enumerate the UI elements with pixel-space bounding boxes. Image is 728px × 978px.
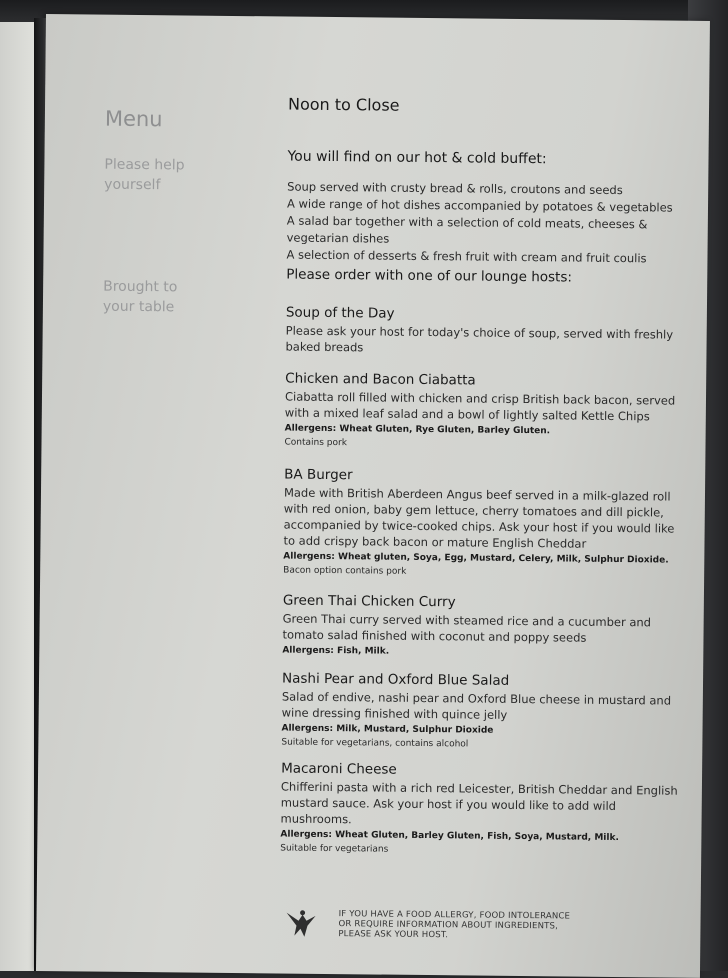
dish-description: Chifferini pasta with a rich red Leicester, British Cheddar and English mustard sauce. Ask your host if you would like to add wild mushrooms.: [280, 779, 678, 827]
dish-note: Suitable for vegetarians, contains alcohol: [281, 737, 469, 750]
buffet-item: A wide range of hot dishes accompanied by potatoes & vegetables: [286, 196, 673, 215]
dish-burger: [283, 467, 684, 582]
dish-description: Ciabatta roll filled with chicken and crisp British back bacon, served with a mixed leaf salad and a bowl of lightly salted Kettle Chips: [284, 389, 676, 424]
buffet-item: Soup served with crusty bread & rolls, croutons and seeds: [287, 179, 623, 198]
buffet-list: [286, 179, 687, 268]
dish-note: Suitable for vegetarians: [280, 843, 389, 855]
dish-name: Chicken and Bacon Ciabatta: [285, 370, 476, 389]
dish-pear-salad: [281, 671, 682, 754]
dish-soup: [285, 305, 686, 359]
brought-to-table-label: Brought to your table: [102, 278, 178, 316]
dish-description: Green Thai curry served with steamed rice and a cucumber and tomato salad finished with coconut and poppy seeds: [282, 611, 652, 645]
dish-thai-curry: [282, 593, 683, 662]
dish-name: Soup of the Day: [285, 304, 395, 322]
dish-allergens: Allergens: Wheat Gluten, Rye Gluten, Barley Gluten.: [284, 423, 551, 437]
dish-allergens: Allergens: Wheat gluten, Soya, Egg, Mustard, Celery, Milk, Sulphur Dioxide.: [283, 551, 669, 566]
previous-page-edge: [0, 22, 38, 971]
dish-description: Salad of endive, nashi pear and Oxford Blue cheese in mustard and wine dressing finished with quince jelly: [281, 689, 672, 722]
dish-name: BA Burger: [284, 466, 353, 484]
buffet-item: A selection of desserts & fresh fruit with cream and fruit coulis: [286, 247, 647, 266]
dish-name: Nashi Pear and Oxford Blue Salad: [281, 670, 510, 689]
dish-allergens: Allergens: Milk, Mustard, Sulphur Dioxide: [281, 723, 494, 736]
menu-title: Menu: [104, 106, 163, 132]
dish-name: Green Thai Chicken Curry: [282, 592, 456, 611]
dish-name: Macaroni Cheese: [281, 760, 397, 778]
dish-allergens: Allergens: Fish, Milk.: [282, 645, 390, 657]
menu-page: [36, 14, 710, 978]
dish-macaroni: [280, 761, 681, 860]
dish-note: Bacon option contains pork: [283, 565, 407, 577]
dish-description: Made with British Aberdeen Angus beef served in a milk-glazed roll with red onion, baby gem lettuce, cherry tomatoes and dill pickle, accompanied by twice-cooked chips. Ask your host if you would like to add crispy back bacon or mature English Cheddar: [283, 485, 675, 551]
period-heading: Noon to Close: [287, 94, 400, 115]
dish-description: Please ask your host for today's choice of soup, served with freshly baked breads: [285, 323, 674, 355]
buffet-item: A salad bar together with a selection of cold meats, cheeses & vegetarian dishes: [286, 213, 648, 246]
dish-note: Contains pork: [284, 437, 348, 449]
buffet-heading: You will find on our hot & cold buffet:: [287, 148, 547, 168]
figure-logo-icon: [282, 907, 318, 943]
allergy-footer: [282, 907, 583, 960]
dish-allergens: Allergens: Wheat Gluten, Barley Gluten, Fish, Soya, Mustard, Milk.: [280, 829, 619, 844]
help-yourself-label: Please help yourself: [104, 156, 185, 194]
order-heading: Please order with one of our lounge hosts:: [286, 266, 573, 286]
dish-ciabatta: [284, 371, 685, 454]
allergy-notice: IF YOU HAVE A FOOD ALLERGY, FOOD INTOLERANCE OR REQUIRE INFORMATION ABOUT INGREDIENTS, PLEASE ASK YOUR HOST.: [338, 909, 571, 941]
